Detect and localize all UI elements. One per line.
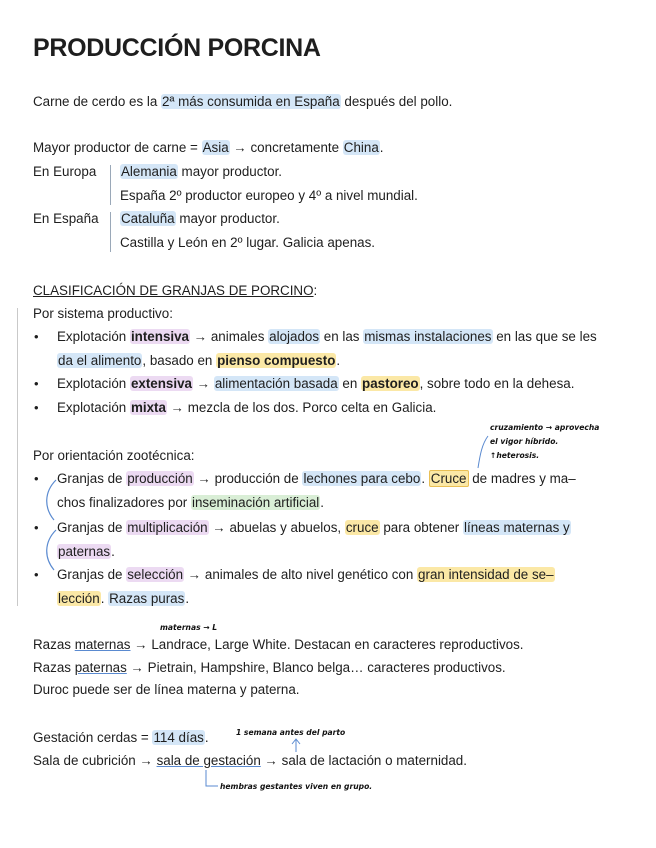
t: .: [111, 544, 115, 559]
espana-label: En España: [33, 211, 99, 226]
europa-line-2: España 2º productor europeo y 4º a nivel mundial.: [120, 188, 418, 203]
t: →: [193, 376, 214, 391]
multiplicacion-keyword: multiplicación: [127, 520, 208, 535]
t: .: [185, 591, 190, 606]
t: en las: [320, 329, 364, 344]
sala-gestacion-underlined: sala de gestación: [156, 753, 261, 768]
mayor-text: Mayor productor de carne =: [33, 140, 202, 155]
handwritten-note-cruzamiento-1: cruzamiento → aprovecha: [490, 423, 600, 432]
handwritten-note-hembras: hembras gestantes viven en grupo.: [220, 782, 373, 791]
t: Granjas de: [57, 520, 127, 535]
pienso-highlight: pienso compuesto: [217, 353, 336, 368]
produccion-keyword: producción: [127, 471, 193, 486]
handwritten-note-cruzamiento-3: ↑heterosis.: [490, 451, 540, 460]
extensiva-keyword: extensiva: [130, 376, 192, 391]
intensiva-keyword: intensiva: [130, 329, 190, 344]
alimentacion-highlight: alimentación basada: [214, 376, 338, 391]
seleccion-keyword: selección: [127, 567, 184, 582]
dias-highlight: 114 días: [153, 730, 204, 745]
duroc-line: Duroc puede ser de línea materna y paterna.: [33, 682, 300, 697]
t: → animales: [190, 329, 269, 344]
t: → sala de lactación o maternidad.: [260, 753, 467, 768]
clasificacion-colon: :: [313, 283, 318, 298]
t: Razas: [33, 637, 75, 652]
intro-text: Carne de cerdo es la: [33, 94, 162, 109]
bullet: •: [34, 376, 39, 391]
bullet: •: [34, 329, 39, 344]
t: → mezcla de los dos. Porco celta en Galicia.: [166, 400, 437, 415]
t: Explotación: [57, 376, 130, 391]
instalaciones-highlight: mismas instalaciones: [364, 329, 492, 344]
t: en las que se les: [492, 329, 597, 344]
clasificacion-title: CLASIFICACIÓN DE GRANJAS DE PORCINO: [33, 283, 314, 298]
t: .: [421, 471, 429, 486]
leccion-highlight: lección: [58, 591, 100, 606]
bullet: •: [34, 471, 39, 486]
cruce-highlight: cruce: [345, 520, 379, 535]
t: Explotación: [57, 329, 130, 344]
t: Granjas de: [57, 567, 127, 582]
t: .: [336, 353, 341, 368]
t: , basado en: [142, 353, 217, 368]
t: .: [204, 730, 209, 745]
t: , sobre todo en la dehesa.: [419, 376, 575, 391]
t: → Pietrain, Hampshire, Blanco belga… caracteres productivos.: [126, 660, 506, 675]
lechones-highlight: lechones para cebo: [303, 471, 421, 486]
alemania-highlight: Alemania: [121, 164, 177, 179]
t: Razas: [33, 660, 75, 675]
handwritten-note-cruzamiento-2: el vigor híbrido.: [490, 437, 559, 446]
paternas-underlined: paternas: [74, 660, 127, 675]
bullet: •: [34, 520, 39, 535]
handwritten-note-maternas: maternas → L: [160, 623, 218, 632]
espana-line-2: Castilla y León en 2º lugar. Galicia apenas.: [120, 235, 376, 250]
t: chos finalizadores por: [57, 495, 191, 510]
bullet: •: [34, 567, 39, 582]
t: de madres y ma–: [468, 471, 576, 486]
annotation-connector-line: [478, 436, 488, 468]
sistema-heading: Por sistema productivo:: [33, 306, 173, 321]
europa-label: En Europa: [33, 164, 97, 179]
t: en: [338, 376, 362, 391]
razas-puras-highlight: Razas puras: [109, 591, 185, 606]
intro-text-end: después del pollo.: [340, 94, 453, 109]
intro-highlight: 2ª más consumida en España: [162, 94, 340, 109]
europa-l1-text: mayor productor.: [177, 164, 283, 179]
t: → animales de alto nivel genético con: [184, 567, 418, 582]
mixta-keyword: mixta: [130, 400, 166, 415]
handwritten-note-semana: 1 semana antes del parto: [236, 728, 346, 737]
bullet: •: [34, 400, 39, 415]
cataluna-highlight: Cataluña: [121, 211, 175, 226]
alimento-highlight: da el alimento: [58, 353, 142, 368]
t: Granjas de: [57, 471, 127, 486]
espana-l1-text: mayor productor.: [175, 211, 280, 226]
t: Explotación: [57, 400, 130, 415]
mayor-arrow-text: → concretamente: [229, 140, 343, 155]
t: .: [320, 495, 324, 510]
t: Sala de cubrición →: [33, 753, 157, 768]
t: Gestación cerdas =: [33, 730, 153, 745]
china-highlight: China: [343, 140, 379, 155]
paternas-highlight: paternas: [58, 544, 111, 559]
mayor-period: .: [379, 140, 384, 155]
alojados-highlight: alojados: [269, 329, 320, 344]
orientacion-heading: Por orientación zootécnica:: [33, 448, 195, 463]
maternas-underlined: maternas: [74, 637, 131, 652]
up-arrow-icon: [292, 739, 300, 752]
t: → abuelas y abuelos,: [208, 520, 345, 535]
annotation-bracket: [47, 480, 56, 570]
t: .: [100, 591, 109, 606]
pastoreo-highlight: pastoreo: [362, 376, 419, 391]
t: → producción de: [193, 471, 303, 486]
t: → Landrace, Large White. Destacan en caracteres reproductivos.: [130, 637, 524, 652]
cruce-boxed: Cruce: [430, 471, 467, 486]
t: para obtener: [379, 520, 463, 535]
annotation-connector-line: [206, 770, 218, 786]
intensidad-highlight: gran intensidad de se–: [418, 567, 554, 582]
inseminacion-highlight: inseminación artificial: [191, 495, 320, 510]
asia-highlight: Asia: [202, 140, 229, 155]
page-title: PRODUCCIÓN PORCINA: [33, 34, 321, 62]
lineas-highlight: líneas maternas y: [464, 520, 570, 535]
